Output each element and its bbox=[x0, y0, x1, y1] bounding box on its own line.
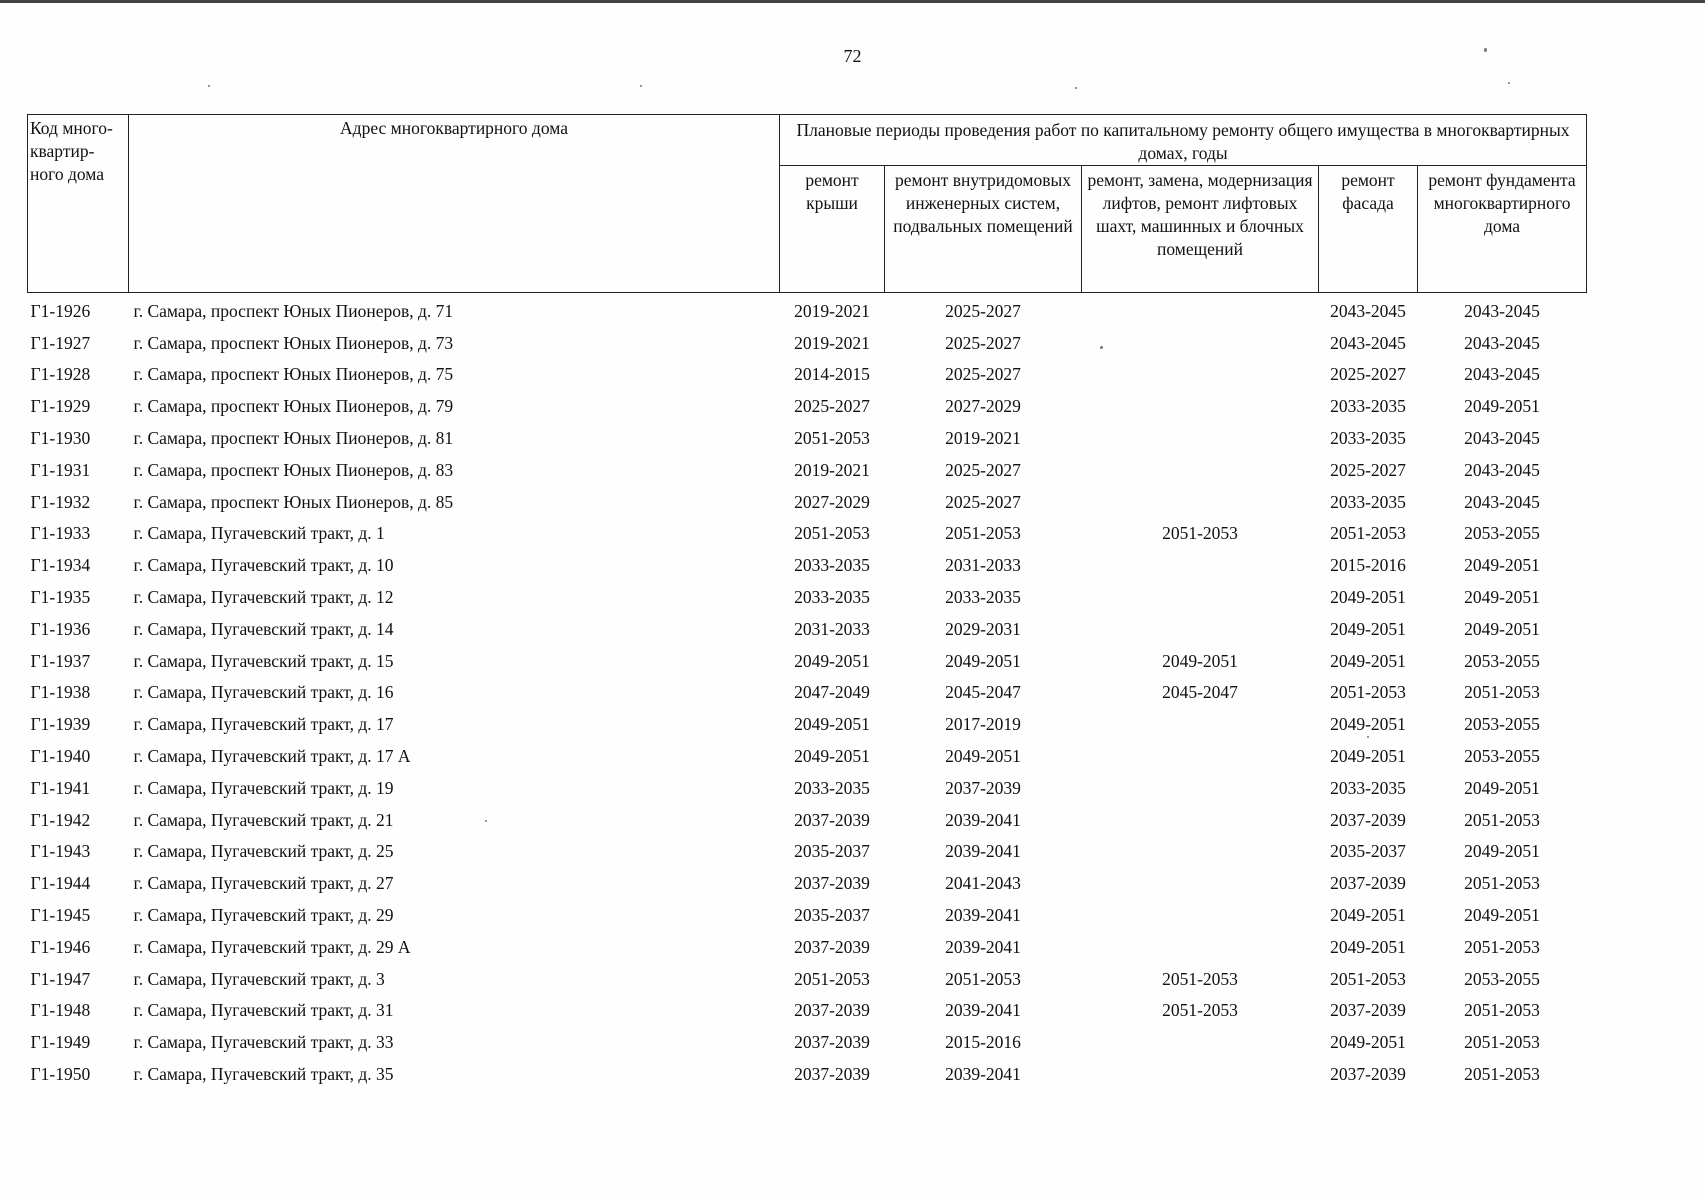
cell-facade-period: 2025-2027 bbox=[1330, 459, 1406, 480]
table-row bbox=[28, 581, 1587, 613]
cell-foundation-period: 2049-2051 bbox=[1464, 555, 1540, 576]
cell-building-code: Г1-1950 bbox=[30, 1064, 91, 1085]
cell-building-code: Г1-1934 bbox=[30, 555, 91, 576]
scan-speck bbox=[1484, 48, 1487, 52]
cell-engineering-period: 2039-2041 bbox=[945, 841, 1021, 862]
table-row bbox=[28, 931, 1587, 963]
table-row bbox=[28, 677, 1587, 709]
scan-speck bbox=[1367, 736, 1369, 738]
table-row bbox=[28, 645, 1587, 677]
cell-foundation-period: 2043-2045 bbox=[1464, 459, 1540, 480]
table-row bbox=[28, 293, 1587, 327]
cell-engineering-period: 2049-2051 bbox=[945, 650, 1021, 671]
cell-facade-period: 2015-2016 bbox=[1330, 555, 1406, 576]
cell-address: г. Самара, Пугачевский тракт, д. 1 bbox=[133, 523, 385, 544]
cell-elevator-period bbox=[1082, 454, 1319, 486]
cell-building-code: Г1-1941 bbox=[30, 777, 91, 798]
cell-address: г. Самара, Пугачевский тракт, д. 29 bbox=[133, 905, 394, 926]
table-row bbox=[28, 867, 1587, 899]
cell-facade-period: 2033-2035 bbox=[1330, 491, 1406, 512]
cell-facade-period: 2043-2045 bbox=[1330, 332, 1406, 353]
cell-building-code: Г1-1944 bbox=[30, 873, 91, 894]
table-row bbox=[28, 1026, 1587, 1058]
cell-elevator-period bbox=[1082, 740, 1319, 772]
cell-engineering-period: 2051-2053 bbox=[945, 968, 1021, 989]
cell-elevator-period: 2051-2053 bbox=[1162, 968, 1238, 989]
cell-engineering-period: 2025-2027 bbox=[945, 300, 1021, 321]
cell-address: г. Самара, Пугачевский тракт, д. 21 bbox=[133, 809, 394, 830]
table-row bbox=[28, 899, 1587, 931]
cell-building-code: Г1-1938 bbox=[30, 682, 91, 703]
scan-speck bbox=[640, 85, 642, 87]
cell-address: г. Самара, Пугачевский тракт, д. 14 bbox=[133, 618, 394, 639]
cell-roof-period: 2051-2053 bbox=[794, 968, 870, 989]
cell-engineering-period: 2049-2051 bbox=[945, 746, 1021, 767]
cell-facade-period: 2049-2051 bbox=[1330, 587, 1406, 608]
cell-address: г. Самара, проспект Юных Пионеров, д. 75 bbox=[133, 364, 454, 385]
cell-engineering-period: 2029-2031 bbox=[945, 618, 1021, 639]
header-facade-repair: ремонт фасада bbox=[1319, 166, 1418, 293]
cell-roof-period: 2035-2037 bbox=[794, 905, 870, 926]
cell-elevator-period bbox=[1082, 836, 1319, 868]
header-engineering-systems-repair: ремонт внутридомовых инженерных систем, подвальных помещений bbox=[885, 166, 1082, 293]
cell-address: г. Самара, проспект Юных Пионеров, д. 79 bbox=[133, 396, 454, 417]
cell-elevator-period: 2051-2053 bbox=[1162, 523, 1238, 544]
cell-engineering-period: 2033-2035 bbox=[945, 587, 1021, 608]
cell-elevator-period bbox=[1082, 1026, 1319, 1058]
cell-address: г. Самара, проспект Юных Пионеров, д. 71 bbox=[133, 300, 454, 321]
cell-roof-period: 2037-2039 bbox=[794, 936, 870, 957]
cell-building-code: Г1-1932 bbox=[30, 491, 91, 512]
cell-engineering-period: 2027-2029 bbox=[945, 396, 1021, 417]
cell-engineering-period: 2025-2027 bbox=[945, 332, 1021, 353]
cell-facade-period: 2049-2051 bbox=[1330, 618, 1406, 639]
cell-address: г. Самара, Пугачевский тракт, д. 17 А bbox=[133, 746, 411, 767]
cell-address: г. Самара, Пугачевский тракт, д. 10 bbox=[133, 555, 394, 576]
cell-elevator-period bbox=[1082, 1058, 1319, 1090]
table-row bbox=[28, 549, 1587, 581]
cell-foundation-period: 2043-2045 bbox=[1464, 428, 1540, 449]
cell-address: г. Самара, Пугачевский тракт, д. 19 bbox=[133, 777, 394, 798]
cell-building-code: Г1-1939 bbox=[30, 714, 91, 735]
cell-foundation-period: 2049-2051 bbox=[1464, 587, 1540, 608]
cell-elevator-period bbox=[1082, 390, 1319, 422]
cell-address: г. Самара, Пугачевский тракт, д. 12 bbox=[133, 587, 394, 608]
cell-building-code: Г1-1948 bbox=[30, 1000, 91, 1021]
capital-repair-schedule-table bbox=[27, 114, 1587, 1090]
cell-roof-period: 2037-2039 bbox=[794, 1064, 870, 1085]
scan-speck bbox=[1100, 346, 1103, 349]
cell-address: г. Самара, Пугачевский тракт, д. 33 bbox=[133, 1032, 394, 1053]
cell-elevator-period bbox=[1082, 581, 1319, 613]
cell-elevator-period bbox=[1082, 486, 1319, 518]
cell-roof-period: 2049-2051 bbox=[794, 746, 870, 767]
table-row bbox=[28, 518, 1587, 550]
cell-foundation-period: 2051-2053 bbox=[1464, 936, 1540, 957]
cell-engineering-period: 2051-2053 bbox=[945, 523, 1021, 544]
cell-elevator-period: 2045-2047 bbox=[1162, 682, 1238, 703]
header-elevator-repair: ремонт, замена, модернизация лифтов, ремонт лифтовых шахт, машинных и блочных помещений bbox=[1082, 166, 1319, 293]
cell-foundation-period: 2051-2053 bbox=[1464, 809, 1540, 830]
cell-engineering-period: 2017-2019 bbox=[945, 714, 1021, 735]
table-row bbox=[28, 836, 1587, 868]
cell-roof-period: 2037-2039 bbox=[794, 1032, 870, 1053]
cell-facade-period: 2049-2051 bbox=[1330, 746, 1406, 767]
cell-foundation-period: 2043-2045 bbox=[1464, 332, 1540, 353]
cell-roof-period: 2019-2021 bbox=[794, 300, 870, 321]
cell-building-code: Г1-1940 bbox=[30, 746, 91, 767]
cell-address: г. Самара, проспект Юных Пионеров, д. 85 bbox=[133, 491, 454, 512]
table-row bbox=[28, 963, 1587, 995]
cell-roof-period: 2033-2035 bbox=[794, 777, 870, 798]
cell-roof-period: 2051-2053 bbox=[794, 523, 870, 544]
cell-foundation-period: 2049-2051 bbox=[1464, 777, 1540, 798]
cell-facade-period: 2049-2051 bbox=[1330, 1032, 1406, 1053]
table-row bbox=[28, 708, 1587, 740]
cell-engineering-period: 2031-2033 bbox=[945, 555, 1021, 576]
cell-address: г. Самара, Пугачевский тракт, д. 35 bbox=[133, 1064, 394, 1085]
cell-building-code: Г1-1927 bbox=[30, 332, 91, 353]
cell-address: г. Самара, Пугачевский тракт, д. 3 bbox=[133, 968, 385, 989]
cell-building-code: Г1-1946 bbox=[30, 936, 91, 957]
cell-engineering-period: 2025-2027 bbox=[945, 491, 1021, 512]
cell-elevator-period bbox=[1082, 293, 1319, 327]
cell-facade-period: 2033-2035 bbox=[1330, 777, 1406, 798]
cell-elevator-period bbox=[1082, 708, 1319, 740]
cell-building-code: Г1-1930 bbox=[30, 428, 91, 449]
table-body bbox=[28, 293, 1587, 1090]
cell-facade-period: 2037-2039 bbox=[1330, 873, 1406, 894]
cell-roof-period: 2035-2037 bbox=[794, 841, 870, 862]
table-row bbox=[28, 995, 1587, 1027]
cell-engineering-period: 2039-2041 bbox=[945, 905, 1021, 926]
cell-roof-period: 2047-2049 bbox=[794, 682, 870, 703]
cell-foundation-period: 2051-2053 bbox=[1464, 1064, 1540, 1085]
cell-roof-period: 2037-2039 bbox=[794, 1000, 870, 1021]
cell-facade-period: 2037-2039 bbox=[1330, 1064, 1406, 1085]
table-row bbox=[28, 359, 1587, 391]
cell-elevator-period bbox=[1082, 804, 1319, 836]
cell-foundation-period: 2043-2045 bbox=[1464, 364, 1540, 385]
cell-building-code: Г1-1949 bbox=[30, 1032, 91, 1053]
cell-elevator-period bbox=[1082, 422, 1319, 454]
cell-elevator-period bbox=[1082, 327, 1319, 359]
cell-foundation-period: 2053-2055 bbox=[1464, 968, 1540, 989]
cell-facade-period: 2051-2053 bbox=[1330, 523, 1406, 544]
cell-facade-period: 2037-2039 bbox=[1330, 1000, 1406, 1021]
cell-roof-period: 2033-2035 bbox=[794, 587, 870, 608]
table-row bbox=[28, 422, 1587, 454]
scan-speck bbox=[1075, 87, 1077, 89]
cell-building-code: Г1-1937 bbox=[30, 650, 91, 671]
cell-roof-period: 2033-2035 bbox=[794, 555, 870, 576]
scan-speck bbox=[485, 820, 487, 822]
cell-building-code: Г1-1942 bbox=[30, 809, 91, 830]
cell-roof-period: 2051-2053 bbox=[794, 428, 870, 449]
cell-foundation-period: 2043-2045 bbox=[1464, 300, 1540, 321]
cell-building-code: Г1-1928 bbox=[30, 364, 91, 385]
cell-address: г. Самара, Пугачевский тракт, д. 29 А bbox=[133, 936, 411, 957]
header-building-code: Код много-квартир-ного дома bbox=[28, 115, 129, 293]
cell-foundation-period: 2051-2053 bbox=[1464, 682, 1540, 703]
cell-engineering-period: 2019-2021 bbox=[945, 428, 1021, 449]
cell-foundation-period: 2051-2053 bbox=[1464, 1032, 1540, 1053]
page-number: 72 bbox=[843, 46, 862, 66]
cell-address: г. Самара, Пугачевский тракт, д. 27 bbox=[133, 873, 394, 894]
cell-foundation-period: 2053-2055 bbox=[1464, 523, 1540, 544]
cell-roof-period: 2049-2051 bbox=[794, 650, 870, 671]
cell-foundation-period: 2049-2051 bbox=[1464, 905, 1540, 926]
cell-building-code: Г1-1943 bbox=[30, 841, 91, 862]
cell-roof-period: 2019-2021 bbox=[794, 332, 870, 353]
table-row bbox=[28, 613, 1587, 645]
top-border-line bbox=[0, 0, 1705, 3]
cell-engineering-period: 2015-2016 bbox=[945, 1032, 1021, 1053]
cell-elevator-period bbox=[1082, 899, 1319, 931]
cell-elevator-period bbox=[1082, 931, 1319, 963]
cell-facade-period: 2025-2027 bbox=[1330, 364, 1406, 385]
header-address: Адрес многоквартирного дома bbox=[129, 115, 780, 293]
cell-building-code: Г1-1947 bbox=[30, 968, 91, 989]
cell-building-code: Г1-1935 bbox=[30, 587, 91, 608]
cell-engineering-period: 2041-2043 bbox=[945, 873, 1021, 894]
cell-building-code: Г1-1933 bbox=[30, 523, 91, 544]
cell-elevator-period: 2049-2051 bbox=[1162, 650, 1238, 671]
cell-foundation-period: 2051-2053 bbox=[1464, 1000, 1540, 1021]
cell-address: г. Самара, проспект Юных Пионеров, д. 73 bbox=[133, 332, 454, 353]
cell-foundation-period: 2051-2053 bbox=[1464, 873, 1540, 894]
cell-foundation-period: 2049-2051 bbox=[1464, 396, 1540, 417]
cell-building-code: Г1-1931 bbox=[30, 459, 91, 480]
header-roof-repair: ремонт крыши bbox=[780, 166, 885, 293]
cell-building-code: Г1-1926 bbox=[30, 300, 91, 321]
cell-elevator-period bbox=[1082, 549, 1319, 581]
cell-building-code: Г1-1936 bbox=[30, 618, 91, 639]
header-foundation-repair: ремонт фундамента многоквартирного дома bbox=[1418, 166, 1587, 293]
cell-address: г. Самара, Пугачевский тракт, д. 15 bbox=[133, 650, 394, 671]
cell-roof-period: 2031-2033 bbox=[794, 618, 870, 639]
cell-engineering-period: 2039-2041 bbox=[945, 809, 1021, 830]
table-row bbox=[28, 804, 1587, 836]
cell-facade-period: 2033-2035 bbox=[1330, 396, 1406, 417]
cell-facade-period: 2049-2051 bbox=[1330, 936, 1406, 957]
cell-building-code: Г1-1929 bbox=[30, 396, 91, 417]
cell-elevator-period bbox=[1082, 772, 1319, 804]
cell-foundation-period: 2053-2055 bbox=[1464, 650, 1540, 671]
cell-facade-period: 2037-2039 bbox=[1330, 809, 1406, 830]
table-row bbox=[28, 486, 1587, 518]
cell-elevator-period bbox=[1082, 359, 1319, 391]
cell-engineering-period: 2037-2039 bbox=[945, 777, 1021, 798]
table-row bbox=[28, 390, 1587, 422]
cell-building-code: Г1-1945 bbox=[30, 905, 91, 926]
cell-engineering-period: 2039-2041 bbox=[945, 1064, 1021, 1085]
cell-foundation-period: 2043-2045 bbox=[1464, 491, 1540, 512]
cell-elevator-period bbox=[1082, 867, 1319, 899]
header-planned-periods: Плановые периоды проведения работ по капитальному ремонту общего имущества в многоквартирных домах, годы bbox=[780, 115, 1587, 166]
cell-facade-period: 2035-2037 bbox=[1330, 841, 1406, 862]
table-header bbox=[28, 115, 1587, 293]
cell-foundation-period: 2053-2055 bbox=[1464, 714, 1540, 735]
cell-engineering-period: 2025-2027 bbox=[945, 364, 1021, 385]
table-row bbox=[28, 740, 1587, 772]
cell-engineering-period: 2045-2047 bbox=[945, 682, 1021, 703]
cell-engineering-period: 2039-2041 bbox=[945, 936, 1021, 957]
cell-address: г. Самара, Пугачевский тракт, д. 31 bbox=[133, 1000, 394, 1021]
cell-elevator-period bbox=[1082, 613, 1319, 645]
cell-engineering-period: 2039-2041 bbox=[945, 1000, 1021, 1021]
cell-roof-period: 2037-2039 bbox=[794, 873, 870, 894]
cell-facade-period: 2043-2045 bbox=[1330, 300, 1406, 321]
table-row bbox=[28, 1058, 1587, 1090]
cell-foundation-period: 2053-2055 bbox=[1464, 746, 1540, 767]
cell-roof-period: 2025-2027 bbox=[794, 396, 870, 417]
cell-roof-period: 2049-2051 bbox=[794, 714, 870, 735]
cell-address: г. Самара, проспект Юных Пионеров, д. 83 bbox=[133, 459, 454, 480]
cell-foundation-period: 2049-2051 bbox=[1464, 618, 1540, 639]
cell-facade-period: 2049-2051 bbox=[1330, 650, 1406, 671]
cell-address: г. Самара, Пугачевский тракт, д. 16 bbox=[133, 682, 394, 703]
cell-roof-period: 2019-2021 bbox=[794, 459, 870, 480]
cell-foundation-period: 2049-2051 bbox=[1464, 841, 1540, 862]
table-row bbox=[28, 772, 1587, 804]
table-row bbox=[28, 454, 1587, 486]
cell-address: г. Самара, проспект Юных Пионеров, д. 81 bbox=[133, 428, 454, 449]
cell-facade-period: 2049-2051 bbox=[1330, 714, 1406, 735]
cell-facade-period: 2051-2053 bbox=[1330, 682, 1406, 703]
cell-roof-period: 2014-2015 bbox=[794, 364, 870, 385]
scan-speck bbox=[1508, 82, 1510, 84]
cell-facade-period: 2033-2035 bbox=[1330, 428, 1406, 449]
scan-speck bbox=[208, 85, 210, 87]
cell-elevator-period: 2051-2053 bbox=[1162, 1000, 1238, 1021]
cell-roof-period: 2027-2029 bbox=[794, 491, 870, 512]
cell-address: г. Самара, Пугачевский тракт, д. 17 bbox=[133, 714, 394, 735]
table-row bbox=[28, 327, 1587, 359]
cell-engineering-period: 2025-2027 bbox=[945, 459, 1021, 480]
cell-address: г. Самара, Пугачевский тракт, д. 25 bbox=[133, 841, 394, 862]
cell-facade-period: 2049-2051 bbox=[1330, 905, 1406, 926]
cell-facade-period: 2051-2053 bbox=[1330, 968, 1406, 989]
cell-roof-period: 2037-2039 bbox=[794, 809, 870, 830]
